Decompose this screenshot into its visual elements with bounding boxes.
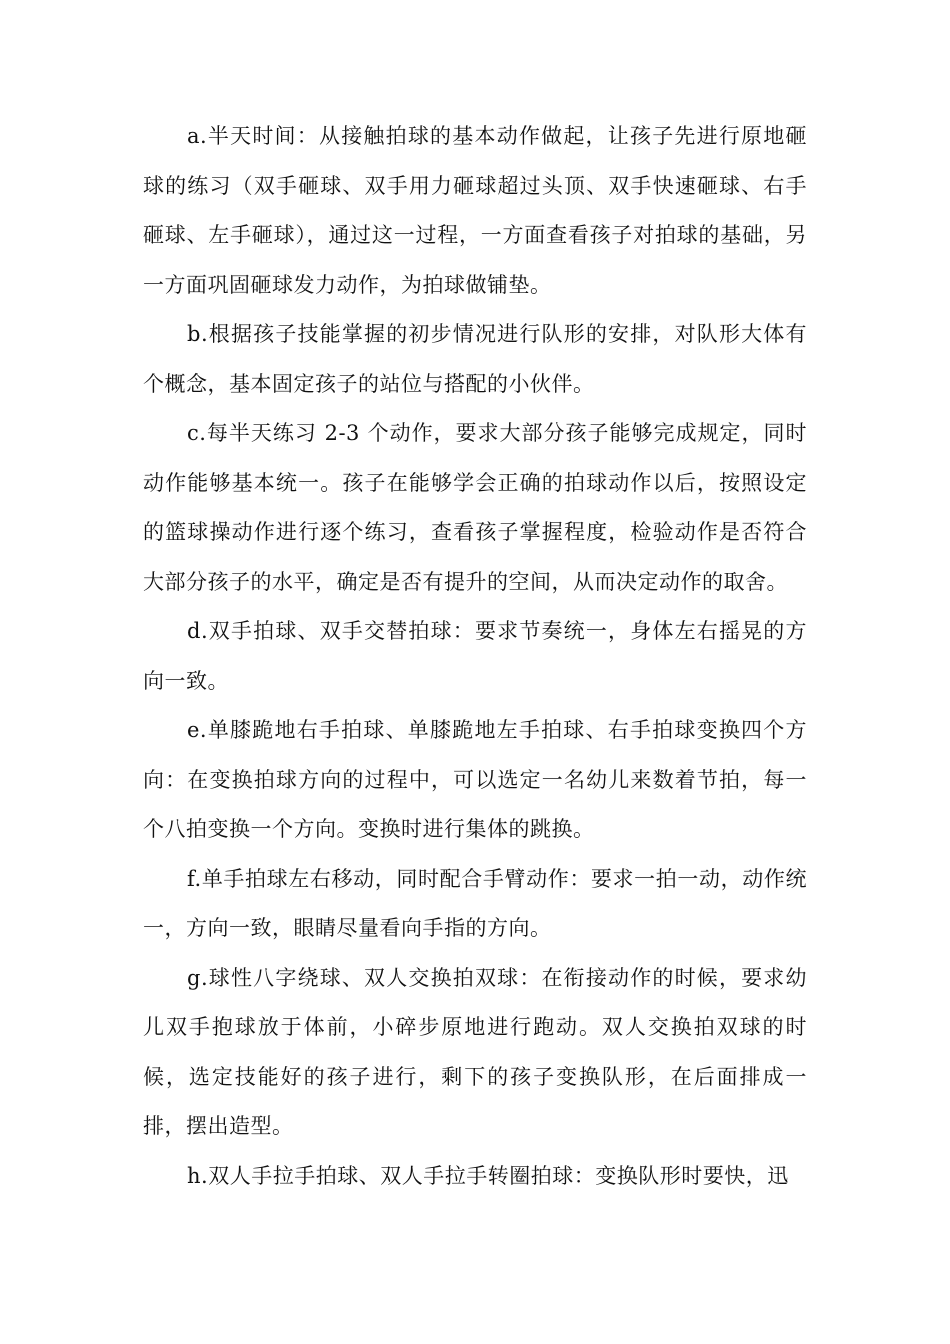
paragraph-d: d.双手拍球、双手交替拍球：要求节奏统一，身体左右摇晃的方向一致。 — [143, 619, 807, 693]
paragraph-b: b.根据孩子技能掌握的初步情况进行队形的安排，对队形大体有个概念，基本固定孩子的站位与搭配的小伙伴。 — [143, 322, 807, 396]
paragraph-f: f.单手拍球左右移动，同时配合手臂动作：要求一拍一动，动作统一，方向一致，眼睛尽量看向手指的方向。 — [143, 866, 807, 940]
document-body — [143, 112, 807, 1201]
paragraph-c: c.每半天练习 2-3 个动作，要求大部分孩子能够完成规定，同时动作能够基本统一。孩子在能够学会正确的拍球动作以后，按照设定的篮球操动作进行逐个练习，查看孩子掌握程度，检验动作是否符合大部分孩子的水平，确定是否有提升的空间，从而决定动作的取舍。 — [143, 421, 807, 594]
paragraph-a: a.半天时间：从接触拍球的基本动作做起，让孩子先进行原地砸球的练习（双手砸球、双手用力砸球超过头顶、双手快速砸球、右手砸球、左手砸球），通过这一过程，一方面查看孩子对拍球的基础，另一方面巩固砸球发力动作，为拍球做铺垫。 — [143, 124, 807, 297]
paragraph-g: g.球性八字绕球、双人交换拍双球：在衔接动作的时候，要求幼儿双手抱球放于体前，小碎步原地进行跑动。双人交换拍双球的时候，选定技能好的孩子进行，剩下的孩子变换队形，在后面排成一排，摆出造型。 — [143, 965, 807, 1138]
paragraph-h: h.双人手拉手拍球、双人手拉手转圈拍球：变换队形时要快，迅 — [187, 1163, 789, 1188]
paragraph-e: e.单膝跪地右手拍球、单膝跪地左手拍球、右手拍球变换四个方向：在变换拍球方向的过程中，可以选定一名幼儿来数着节拍，每一个八拍变换一个方向。变换时进行集体的跳换。 — [143, 718, 807, 841]
